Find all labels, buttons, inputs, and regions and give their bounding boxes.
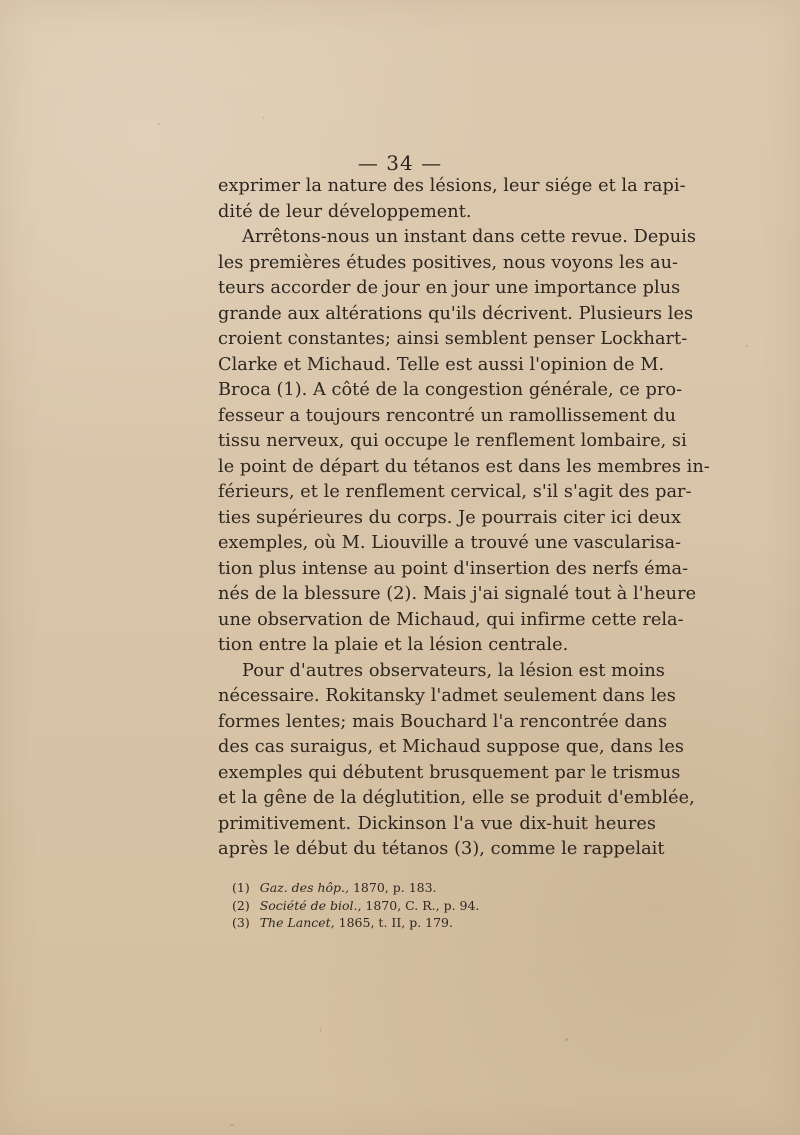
body-line: croient constantes; ainsi semblent penser Lockhart- xyxy=(218,329,688,349)
footnote xyxy=(232,914,652,932)
body-line: Pour d'autres observateurs, la lésion est moins xyxy=(242,660,665,681)
body-line: tissu nerveux, qui occupe le renflement lombaire, si xyxy=(218,431,687,451)
body-line: exprimer la nature des lésions, leur siége et la rapi- xyxy=(218,176,686,196)
paper-speck xyxy=(263,116,264,119)
body-line: férieurs, et le renflement cervical, s'il s'agit des par- xyxy=(218,482,692,502)
footnote-source: Gaz. des hôp., xyxy=(259,880,349,895)
footnote xyxy=(232,879,652,897)
body-line: ties supérieures du corps. Je pourrais citer ici deux xyxy=(218,507,681,528)
body-line: Clarke et Michaud. Telle est aussi l'opinion de M. xyxy=(218,354,665,375)
body-line: le point de départ du tétanos est dans les membres in- xyxy=(218,456,710,477)
body-line: formes lentes; mais Bouchard l'a rencontrée dans xyxy=(218,711,668,732)
footnote-number: (1) xyxy=(232,880,250,895)
body-text xyxy=(218,174,710,863)
footnote-source: Société de biol., xyxy=(259,897,362,913)
body-line: fesseur a toujours rencontré un ramollissement du xyxy=(218,405,676,426)
body-line: primitivement. Dickinson l'a vue dix-huit heures xyxy=(218,813,656,834)
paper-speck xyxy=(320,1028,321,1032)
body-line: Broca (1). A côté de la congestion générale, ce pro- xyxy=(218,380,683,400)
body-line: tion entre la plaie et la lésion centrale. xyxy=(218,635,569,655)
paper-speck xyxy=(158,123,160,125)
body-line: des cas suraigus, et Michaud suppose que, dans les xyxy=(218,737,684,757)
body-line: les premières études positives, nous voyons les au- xyxy=(218,252,679,273)
body-line: tion plus intense au point d'insertion des nerfs éma- xyxy=(218,558,689,579)
body-line: nécessaire. Rokitansky l'admet seulement dans les xyxy=(218,686,676,706)
body-line: exemples, où M. Liouville a trouvé une vascularisa- xyxy=(218,533,682,553)
footnote-number: (3) xyxy=(232,915,250,930)
footnote-detail: 1865, t. II, p. 179. xyxy=(338,915,453,930)
body-line: après le début du tétanos (3), comme le rappelait xyxy=(218,839,665,859)
page-number: — 34 — xyxy=(357,151,443,175)
body-line: exemples qui débutent brusquement par le trismus xyxy=(218,762,681,783)
body-line: grande aux altérations qu'ils décrivent. Plusieurs les xyxy=(218,303,694,324)
body-line: une observation de Michaud, qui infirme cette rela- xyxy=(218,609,684,630)
body-line: dité de leur développement. xyxy=(218,201,472,222)
body-line: nés de la blessure (2). Mais j'ai signalé tout à l'heure xyxy=(218,584,697,604)
footnote-detail: 1870, C. R., p. 94. xyxy=(365,897,480,913)
paper-speck xyxy=(565,1038,568,1041)
footnote-detail: 1870, p. 183. xyxy=(352,880,437,895)
body-line: Arrêtons-nous un instant dans cette revue. Depuis xyxy=(242,227,696,247)
paper-speck xyxy=(230,1124,234,1126)
footnote-source: The Lancet, xyxy=(259,915,335,930)
body-line: et la gêne de la déglutition, elle se produit d'emblée, xyxy=(218,788,695,808)
footnote xyxy=(232,897,652,915)
body-line: teurs accorder de jour en jour une importance plus xyxy=(218,278,681,298)
footnotes xyxy=(232,879,652,932)
footnote-number: (2) xyxy=(232,897,250,913)
paper-speck xyxy=(746,345,748,347)
